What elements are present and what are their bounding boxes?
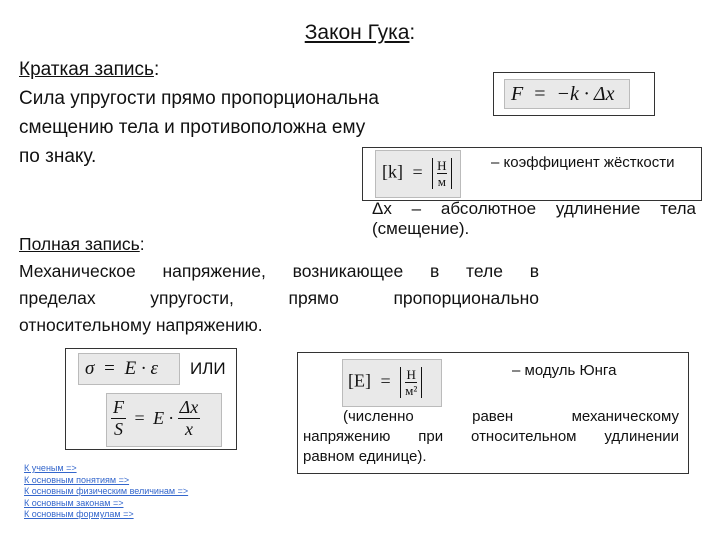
full-heading: Полная запись xyxy=(19,234,140,254)
young-line-2: напряжению при относительном удлинении xyxy=(303,428,679,445)
or-label: ИЛИ xyxy=(190,359,226,378)
stress-formula xyxy=(78,353,180,385)
stiffness-symbol: [k] xyxy=(382,161,403,182)
young-line-1: (численно равен механическому xyxy=(343,408,679,425)
unit-newton: Н xyxy=(437,158,447,173)
young-symbol: [E] xyxy=(348,370,371,391)
full-statement xyxy=(19,231,539,339)
young-modulus-box xyxy=(297,352,689,474)
force-rhs: −k · Δx xyxy=(556,83,615,105)
short-statement xyxy=(19,55,379,171)
hooke-formula xyxy=(504,79,630,109)
stiffness-desc: – коэффициент жёсткости xyxy=(491,154,675,171)
delta-x-line-1: Δx – абсолютное удлинение тела xyxy=(372,199,696,218)
unit-square-meter: м² xyxy=(405,383,418,398)
title-text: Закон Гука xyxy=(304,21,410,44)
hooke-formula-box xyxy=(493,72,655,116)
young-unit xyxy=(400,367,422,398)
title-colon: : xyxy=(409,21,416,44)
link-formulas[interactable]: К основным формулам => xyxy=(24,509,134,519)
equals-sign: = xyxy=(134,408,145,428)
stress-formula-box xyxy=(65,348,237,450)
force-symbol: F xyxy=(511,83,524,105)
full-line-3: относительному напряжению. xyxy=(19,315,263,335)
stiffness-unit xyxy=(432,158,451,189)
young-explanation xyxy=(303,407,679,467)
stiffness-unit-formula xyxy=(375,150,461,198)
link-concepts[interactable]: К основным понятиям => xyxy=(24,474,130,485)
young-desc: – модуль Юнга xyxy=(512,362,617,379)
force-over-area xyxy=(111,397,126,440)
short-heading-colon: : xyxy=(153,59,160,80)
full-line-2: пределах упругости, прямо пропорционально xyxy=(19,288,539,308)
sigma-symbol: σ xyxy=(85,358,95,379)
fraction-numerator: F xyxy=(113,397,124,417)
equals-sign: = xyxy=(412,161,423,182)
short-line-1: Сила упругости прямо пропорциональна xyxy=(19,88,379,109)
equals-sign: = xyxy=(534,83,546,105)
short-line-3: по знаку. xyxy=(19,146,97,167)
fraction-denominator: S xyxy=(114,419,123,439)
young-modulus-symbol: E · xyxy=(153,408,174,428)
relative-extension xyxy=(178,397,201,440)
delta-x-line-2: (смещение). xyxy=(372,219,470,238)
fraction-numerator: Δx xyxy=(179,397,199,417)
full-heading-colon: : xyxy=(139,234,145,254)
stiffness-box xyxy=(362,147,702,201)
link-laws[interactable]: К основным законам => xyxy=(24,497,124,508)
stress-rhs: E · ε xyxy=(124,358,158,379)
link-quantities[interactable]: К основным физическим величинам => xyxy=(24,486,189,496)
full-line-1: Механическое напряжение, возникающее в теле в xyxy=(19,261,539,281)
equals-sign: = xyxy=(104,358,115,379)
unit-newton: Н xyxy=(406,367,416,382)
short-heading: Краткая запись xyxy=(19,59,154,80)
unit-meter: м xyxy=(437,174,446,189)
slide-title xyxy=(0,21,720,45)
link-scientists[interactable]: К ученым => xyxy=(24,463,77,473)
short-line-2: смещению тела и противоположна ему xyxy=(19,117,366,138)
ratio-formula xyxy=(106,393,222,447)
young-line-3: равном единице). xyxy=(303,448,427,465)
nav-links xyxy=(24,463,188,521)
equals-sign: = xyxy=(380,370,391,391)
young-unit-formula xyxy=(342,359,442,407)
fraction-denominator: x xyxy=(184,419,193,439)
